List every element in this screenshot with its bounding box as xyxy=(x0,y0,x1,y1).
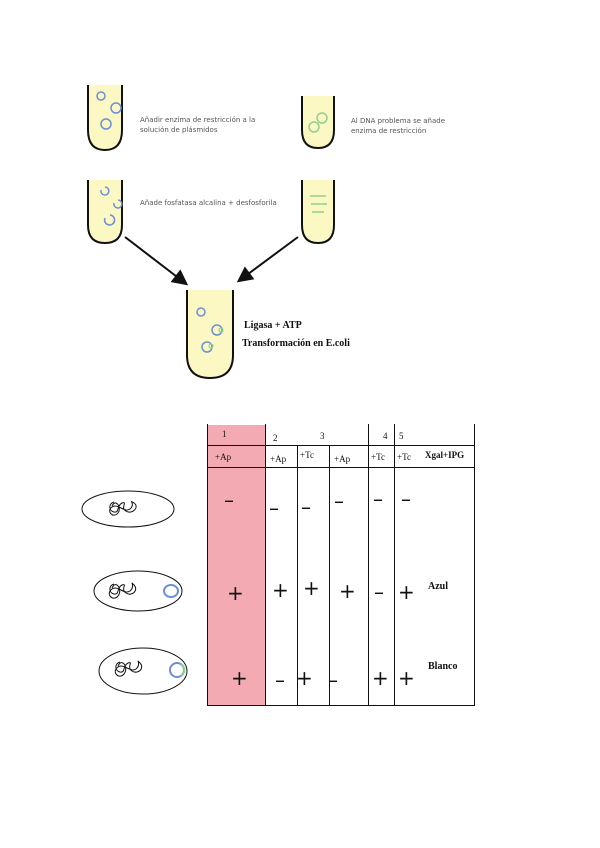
row1-sign-5: – xyxy=(373,487,383,511)
step2-label: Al DNA problema se añade enzima de restricción xyxy=(351,117,446,135)
bacterium-recombinant-plasmid xyxy=(99,648,187,694)
row3-result: Blanco xyxy=(428,661,458,672)
row1-sign-2: – xyxy=(269,496,279,520)
row3-sign-1: + xyxy=(231,666,248,690)
col-header-5: +Tc xyxy=(371,452,385,462)
row1-sign-3: – xyxy=(301,495,311,519)
col-header-3: +Tc xyxy=(300,450,314,460)
col-number-3: 3 xyxy=(320,431,325,441)
col-number-1: 1 xyxy=(222,429,227,439)
bacterium-no-plasmid xyxy=(82,491,174,527)
row1-sign-4: – xyxy=(334,489,344,513)
col-number-5: 5 xyxy=(399,431,404,441)
row2-sign-2: + xyxy=(272,578,289,602)
row2-sign-4: + xyxy=(339,579,356,603)
col-header-7: Xgal+IPG xyxy=(425,450,465,460)
step1-label: Añadir enzima de restricción a la solución de plásmidos xyxy=(140,116,256,134)
col-header-4: +Ap xyxy=(334,454,351,464)
ligase-label: Ligasa + ATP xyxy=(244,320,302,331)
row3-sign-2: – xyxy=(275,668,285,692)
row2-result: Azul xyxy=(428,581,448,592)
row1-sign-6: – xyxy=(401,487,411,511)
row2-sign-1: + xyxy=(227,581,244,605)
col-header-1: +Ap xyxy=(215,452,232,462)
row2-sign-6: + xyxy=(398,580,415,604)
row2-sign-3: + xyxy=(303,576,320,600)
bacteria-illustrations xyxy=(0,470,210,710)
row3-sign-4: – xyxy=(328,668,338,692)
transformation-label: Transformación en E.coli xyxy=(242,338,350,349)
row3-sign-5: + xyxy=(372,666,389,690)
row2-sign-5: – xyxy=(374,580,384,604)
bacterium-with-plasmid xyxy=(94,571,182,611)
col-number-4: 4 xyxy=(383,431,388,441)
step3-label: Añade fosfatasa alcalina + desfosforila xyxy=(140,199,277,207)
row3-sign-6: + xyxy=(398,666,415,690)
row3-sign-3: + xyxy=(296,666,313,690)
row1-sign-1: – xyxy=(224,488,234,512)
col-header-2: +Ap xyxy=(270,454,287,464)
col-number-2: 2 xyxy=(273,433,278,443)
col-header-6: +Tc xyxy=(397,452,411,462)
